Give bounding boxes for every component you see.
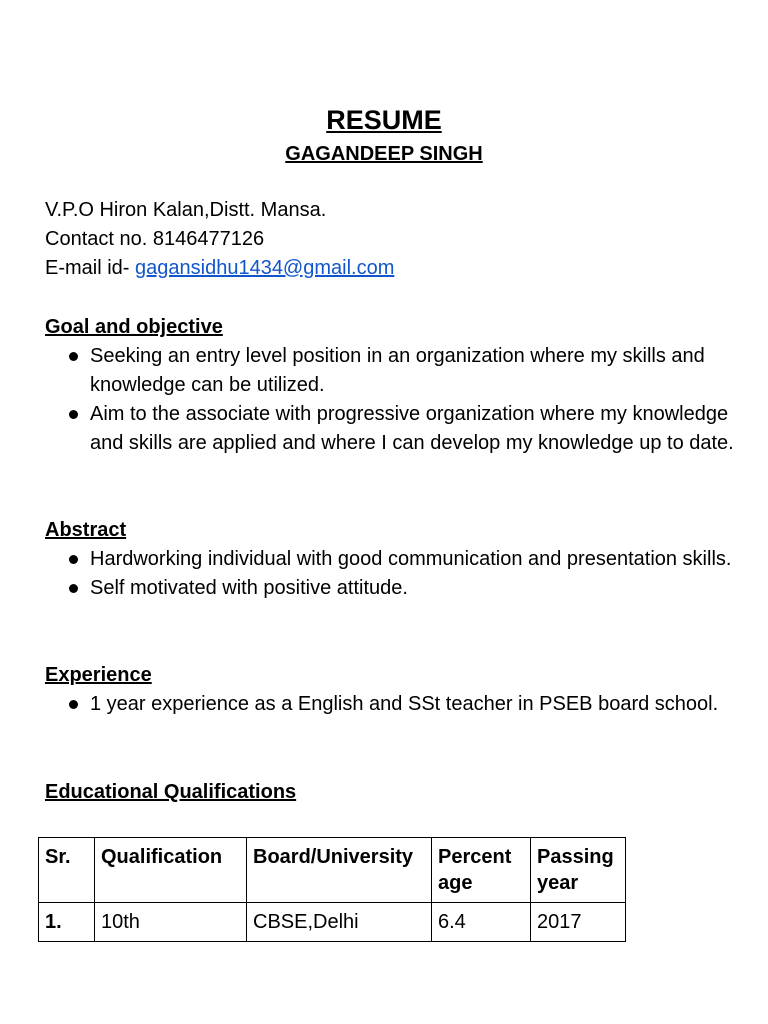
experience-list (45, 690, 735, 719)
table-cell-qualification: 10th (95, 903, 247, 942)
table-cell-sr: 1. (39, 903, 95, 942)
education-heading: Educational Qualifications (45, 781, 297, 803)
goal-heading: Goal and objective (45, 316, 223, 338)
abstract-list (45, 545, 735, 603)
phone-line: Contact no. 8146477126 (45, 228, 265, 250)
list-item (45, 545, 735, 574)
email-label: E-mail id- (45, 257, 136, 279)
list-item (45, 342, 735, 400)
address-line: V.P.O Hiron Kalan,Distt. Mansa. (45, 199, 327, 221)
table-cell-board: CBSE,Delhi (247, 903, 432, 942)
list-item (45, 690, 735, 719)
experience-heading: Experience (45, 664, 152, 686)
column-header-passing-year: Passing year (531, 838, 626, 903)
bullet-icon (69, 555, 78, 564)
email-link[interactable]: gagansidhu1434@gmail.com (135, 257, 395, 279)
candidate-name: GAGANDEEP SINGH (285, 143, 483, 165)
list-item-text: Aim to the associate with progressive organization where my knowledge and skills are applied and where I can develop my knowledge up to date. (90, 403, 734, 454)
table-header-row (39, 838, 626, 903)
list-item-text: Seeking an entry level position in an organization where my skills and knowledge can be utilized. (90, 345, 705, 396)
list-item-text: 1 year experience as a English and SSt teacher in PSEB board school. (90, 693, 719, 715)
table-row (39, 903, 626, 942)
goal-list (45, 342, 735, 458)
bullet-icon (69, 700, 78, 709)
bullet-icon (69, 410, 78, 419)
column-header-board: Board/University (247, 838, 432, 903)
table-cell-percentage: 6.4 (432, 903, 531, 942)
email-line (45, 254, 394, 283)
list-item-text: Hardworking individual with good communication and presentation skills. (90, 548, 732, 570)
resume-title: RESUME (326, 105, 442, 135)
education-table (38, 837, 626, 942)
column-header-qualification: Qualification (95, 838, 247, 903)
bullet-icon (69, 584, 78, 593)
column-header-sr: Sr. (39, 838, 95, 903)
list-item-text: Self motivated with positive attitude. (90, 577, 408, 599)
list-item (45, 574, 735, 603)
table-cell-passing-year: 2017 (531, 903, 626, 942)
list-item (45, 400, 735, 458)
bullet-icon (69, 352, 78, 361)
abstract-heading: Abstract (45, 519, 127, 541)
column-header-percentage: Percent age (432, 838, 531, 903)
